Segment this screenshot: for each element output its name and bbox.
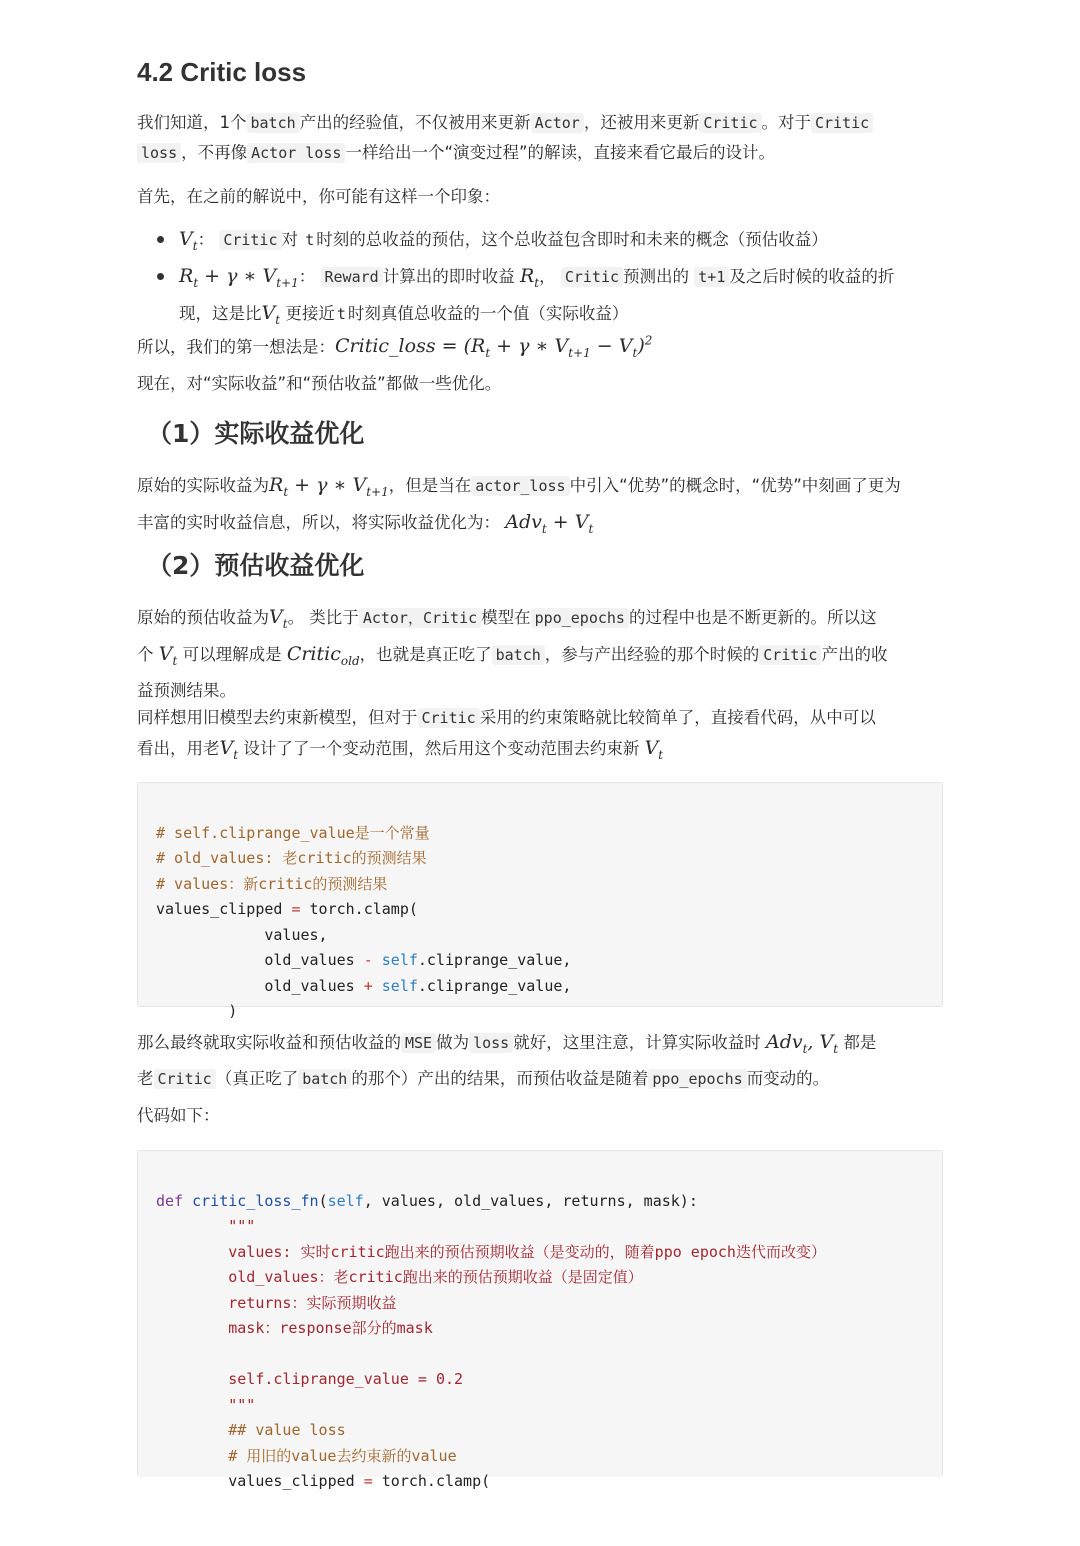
inline-code: Actor loss — [247, 143, 345, 163]
paragraph-impression: 首先，在之前的解说中，你可能有这样一个印象： — [137, 187, 500, 206]
inline-code: batch — [298, 1069, 351, 1089]
inline-code: batch — [492, 645, 545, 665]
paragraph-first-idea: 所以，我们的第一想法是：Critic_loss = ($R_t + \gamma$ ∗ $V_{t+1} - V_t)^2$ — [137, 334, 653, 361]
paragraph-intro: 我们知道，1个 batch 产出的经验值，不仅被用来更新 Actor ，还被用来更新 Critic 。对于 Critic loss ，不再像 Actor loss 一样给出一个“演变过程”的解读，直接来看它最后的设计。 — [137, 108, 945, 168]
inline-code: Critic — [561, 267, 623, 287]
inline-code: ppo_epochs — [531, 608, 629, 628]
inline-code: Critic — [811, 113, 873, 133]
inline-code: loss — [469, 1033, 513, 1053]
inline-code: t+1 — [694, 267, 729, 287]
list-item: $R_t + \gamma$ ∗ $V_{t+1}$： Reward 计算出的即时收益 $R_t$， Critic 预测出的 t+1 及之后时候的收益的折 现，这是比$V_t$ 更接近 t 时刻真值总收益的一个值（实际收益） — [137, 261, 945, 335]
inline-code: Critic — [759, 645, 821, 665]
paragraph-estimated-return: 原始的预估收益为$V_t$。 类比于 Actor，Critic 模型在 ppo_epochs 的过程中也是不断更新的。所以这 个 $V_t$ 可以理解成是 Critic$_{old}$，也就是真正吃了 batch ，参与产出经验的那个时候的 Critic 产出的收 益预测结果。 — [137, 606, 888, 700]
paragraph-actual-return: 原始的实际收益为$R_t + \gamma$ ∗ $V_{t+1}$，但是当在 actor_loss 中引入“优势”的概念时，“优势”中刻画了更为 丰富的实时收益信息，所以，将实际收益优化为： $Adv_t + V_t$ — [137, 474, 901, 536]
inline-code: Critic — [154, 1069, 216, 1089]
code-block-clamp: # self.cliprange_value是一个常量 # old_values: 老critic的预测结果 # values：新critic的预测结果 values_clipped = torch.clamp( values, old_values - self.cliprange_value, old_values + self.cliprange_value, ) — [137, 782, 943, 1007]
inline-code: batch — [247, 113, 300, 133]
inline-code: Actor，Critic — [359, 608, 481, 628]
inline-code: Critic — [699, 113, 761, 133]
paragraph-code-follows: 代码如下： — [137, 1106, 220, 1125]
inline-code: Reward — [321, 267, 383, 287]
inline-code: actor_loss — [471, 476, 569, 496]
paragraph-optimize: 现在，对“实际收益”和“预估收益”都做一些优化。 — [137, 374, 502, 393]
paragraph-constraint: 同样想用旧模型去约束新模型，但对于 Critic 采用的约束策略就比较简单了，直接看代码，从中可以 看出，用老$V_t$ 设计了了一个变动范围，然后用这个变动范围去约束新 $V_t$ — [137, 708, 876, 762]
subheading-estimated-return: （2）预估收益优化 — [147, 551, 365, 580]
list-item: $V_t$： Critic 对 t 时刻的总收益的预估，这个总收益包含即时和未来的概念（预估收益） — [137, 224, 945, 261]
bullet-list — [137, 224, 945, 334]
paragraph-mse: 那么最终就取实际收益和预估收益的 MSE 做为 loss 就好，这里注意，计算实际收益时 Adv$_t$, $V_t$ 都是 老 Critic （真正吃了 batch 的那个）产出的结果，而预估收益是随着 ppo_epochs 而变动的。 — [137, 1031, 877, 1088]
inline-code: Critic — [219, 230, 281, 250]
section-title: 4.2 Critic loss — [137, 57, 307, 87]
subheading-actual-return: （1）实际收益优化 — [147, 419, 365, 448]
code-block-critic-loss: def critic_loss_fn(self, values, old_values, returns, mask): """ values: 实时critic跑出来的预估预期收益（是变动的，随着ppo epoch迭代而改变） old_values：老critic跑出来的预估预期收益（是固定值） returns：实际预期收益 mask：response部分的mask self.cliprange_value = 0.2 """ ## value loss # 用旧的value去约束新的value values_clipped = torch.clamp( — [137, 1150, 943, 1477]
inline-code: ppo_epochs — [648, 1069, 746, 1089]
inline-code: MSE — [401, 1033, 436, 1053]
inline-code: Actor — [531, 113, 584, 133]
inline-code: loss — [137, 143, 181, 163]
inline-code: Critic — [418, 708, 480, 728]
